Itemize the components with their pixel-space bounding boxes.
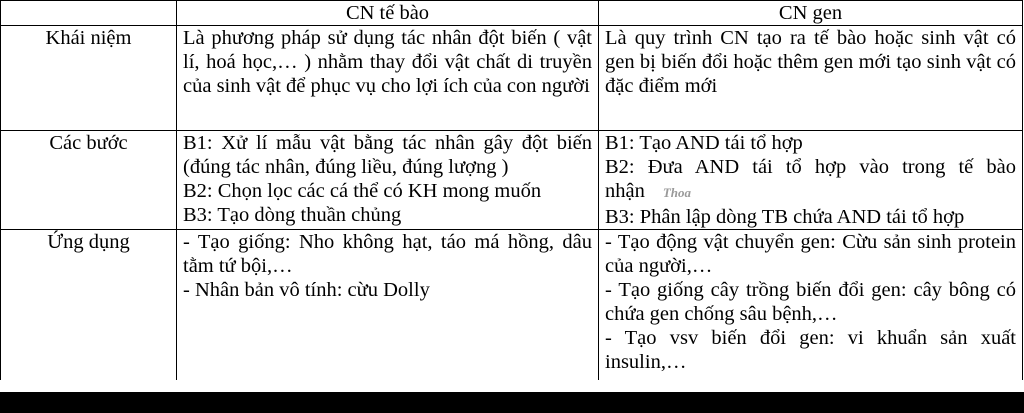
gene-tech-steps (599, 131, 1023, 230)
row-label-applications: Ứng dụng (1, 230, 177, 381)
cell-tech-concept (177, 26, 599, 131)
cell-tech-steps (177, 131, 599, 230)
row-label-concept: Khái niệm (1, 26, 177, 131)
application-item: - Tạo giống: Nho không hạt, táo má hồng, dâu tằm tứ bội,… (183, 231, 592, 277)
table-row-steps (1, 131, 1023, 230)
step-1: B1: Xử lí mẫu vật bằng tác nhân gây đột biến (đúng tác nhân, đúng liều, đúng lượng ) (183, 132, 592, 178)
row-label-steps: Các bước (1, 131, 177, 230)
text-line: Là quy trình CN tạo ra tế bào hoặc sinh vật có gen bị biến đổi hoặc thêm gen mới tạo sinh vật có đặc điểm mới (605, 27, 1016, 97)
header-cell-technology: CN tế bào (177, 1, 599, 26)
header-gene-technology: CN gen (599, 1, 1023, 26)
step-3: B3: Tạo dòng thuần chủng (183, 204, 402, 226)
application-item: - Nhân bản vô tính: cừu Dolly (183, 279, 430, 301)
table-header-row (1, 1, 1023, 26)
step-2: B2: Đưa AND tái tổ hợp vào trong tế bào nhận (605, 156, 1016, 202)
step-2: B2: Chọn lọc các cá thể có KH mong muốn (183, 180, 542, 202)
table-row-concept (1, 26, 1023, 131)
application-item: - Tạo vsv biến đổi gen: vi khuẩn sản xuất insulin,… (605, 327, 1016, 373)
application-item: - Tạo giống cây trồng biến đổi gen: cây bông có chứa gen chống sâu bệnh,… (605, 279, 1016, 325)
header-empty-cell (1, 1, 177, 26)
watermark-text: Thoa (662, 185, 692, 200)
step-1: B1: Tạo AND tái tổ hợp (605, 132, 803, 154)
cell-tech-applications (177, 230, 599, 381)
text-line: Là phương pháp sử dụng tác nhân đột biến ( vật lí, hoá học,… ) nhằm thay đổi vật chất di truyền của sinh vật để phục vụ cho lợi ích của con người (183, 27, 592, 97)
gene-tech-applications (599, 230, 1023, 381)
application-item: - Tạo động vật chuyển gen: Cừu sản sinh protein của người,… (605, 231, 1016, 277)
table-row-applications (1, 230, 1023, 381)
gene-tech-concept (599, 26, 1023, 131)
step-2-wrapper (605, 155, 1016, 205)
step-3: B3: Phân lập dòng TB chứa AND tái tổ hợp (605, 206, 965, 228)
